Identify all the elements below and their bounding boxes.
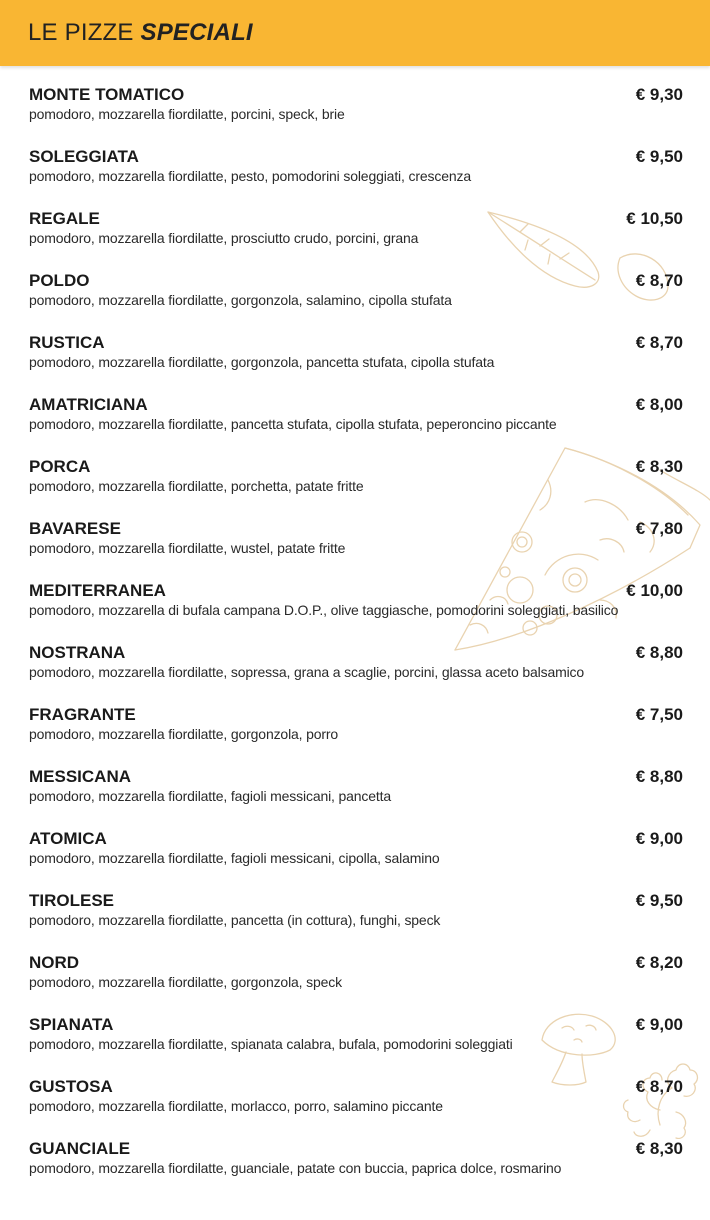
menu-item-price: € 9,50 (635, 147, 683, 166)
menu-item-price: € 9,30 (635, 85, 683, 104)
menu-item (29, 394, 683, 456)
menu-item-price: € 9,00 (635, 829, 683, 848)
menu-item-price: € 8,70 (635, 333, 683, 352)
menu-item (29, 332, 683, 394)
menu-item-description: pomodoro, mozzarella di bufala campana D.O.P., olive taggiasche, pomodorini soleggiati, basilico (29, 602, 619, 618)
menu-item-price: € 8,70 (635, 1077, 683, 1096)
menu-item-description: pomodoro, mozzarella fiordilatte, pesto, pomodorini soleggiati, crescenza (29, 168, 471, 184)
page-title (28, 17, 253, 49)
menu-item-description: pomodoro, mozzarella fiordilatte, gorgonzola, salamino, cipolla stufata (29, 292, 452, 308)
menu-item-price: € 8,80 (635, 643, 683, 662)
menu-item (29, 642, 683, 704)
menu-item-price: € 8,30 (635, 457, 683, 476)
menu-item-description: pomodoro, mozzarella fiordilatte, morlacco, porro, salamino piccante (29, 1098, 443, 1114)
menu-item-name: MESSICANA (29, 767, 132, 786)
menu-item-description: pomodoro, mozzarella fiordilatte, sopressa, grana a scaglie, porcini, glassa aceto balsamico (29, 664, 585, 680)
menu-item (29, 580, 683, 642)
menu-item (29, 704, 683, 766)
menu-item-description: pomodoro, mozzarella fiordilatte, pancetta stufata, cipolla stufata, peperoncino piccante (29, 416, 557, 432)
menu-item-name: MEDITERRANEA (29, 581, 166, 600)
menu-item-description: pomodoro, mozzarella fiordilatte, porcini, speck, brie (29, 106, 345, 122)
menu-item-price: € 7,50 (635, 705, 683, 724)
menu-item (29, 828, 683, 890)
menu-item-description: pomodoro, mozzarella fiordilatte, fagioli messicani, pancetta (29, 788, 392, 804)
menu-item-price: € 9,00 (635, 1015, 683, 1034)
menu-item-price: € 8,30 (635, 1139, 683, 1158)
menu-item (29, 518, 683, 580)
menu-item-price: € 10,50 (626, 209, 683, 228)
menu-item-name: SOLEGGIATA (29, 147, 139, 166)
menu-item-price: € 9,50 (635, 891, 683, 910)
page-title-emphasis: SPECIALI (140, 19, 253, 46)
pizza-menu-list (29, 84, 683, 1200)
menu-item-name: TIROLESE (29, 891, 115, 910)
menu-item (29, 1014, 683, 1076)
menu-item-name: BAVARESE (29, 519, 121, 538)
header-bar (0, 0, 710, 66)
menu-item-description: pomodoro, mozzarella fiordilatte, pancetta (in cottura), funghi, speck (29, 912, 441, 928)
menu-item-description: pomodoro, mozzarella fiordilatte, gorgonzola, porro (29, 726, 339, 742)
menu-item-name: ATOMICA (29, 829, 107, 848)
menu-item-description: pomodoro, mozzarella fiordilatte, gorgonzola, speck (29, 974, 342, 990)
menu-item-name: NORD (29, 953, 80, 972)
menu-item (29, 1076, 683, 1138)
menu-item-price: € 8,00 (635, 395, 683, 414)
menu-item-description: pomodoro, mozzarella fiordilatte, fagioli messicani, cipolla, salamino (29, 850, 440, 866)
menu-item-price: € 8,20 (635, 953, 683, 972)
menu-item-description: pomodoro, mozzarella fiordilatte, gorgonzola, pancetta stufata, cipolla stufata (29, 354, 495, 370)
menu-item-description: pomodoro, mozzarella fiordilatte, porchetta, patate fritte (29, 478, 364, 494)
menu-item-price: € 7,80 (635, 519, 683, 538)
menu-item (29, 146, 683, 208)
menu-item-price: € 8,80 (635, 767, 683, 786)
page-title-prefix: LE PIZZE (28, 19, 134, 46)
menu-item (29, 890, 683, 952)
menu-item-name: GUSTOSA (29, 1077, 113, 1096)
menu-item-description: pomodoro, mozzarella fiordilatte, guanciale, patate con buccia, paprica dolce, rosmarino (29, 1160, 562, 1176)
menu-item-name: MONTE TOMATICO (29, 85, 185, 104)
menu-item-name: AMATRICIANA (29, 395, 148, 414)
menu-item-name: NOSTRANA (29, 643, 126, 662)
menu-item (29, 270, 683, 332)
menu-item (29, 952, 683, 1014)
menu-item (29, 1138, 683, 1200)
menu-item-name: GUANCIALE (29, 1139, 131, 1158)
menu-item-name: SPIANATA (29, 1015, 114, 1034)
menu-item-name: FRAGRANTE (29, 705, 136, 724)
menu-item-name: RUSTICA (29, 333, 105, 352)
menu-item-price: € 10,00 (626, 581, 683, 600)
menu-item-price: € 8,70 (635, 271, 683, 290)
menu-item-name: REGALE (29, 209, 100, 228)
menu-item (29, 766, 683, 828)
menu-item-description: pomodoro, mozzarella fiordilatte, prosciutto crudo, porcini, grana (29, 230, 419, 246)
menu-item (29, 84, 683, 146)
menu-item-description: pomodoro, mozzarella fiordilatte, spianata calabra, bufala, pomodorini soleggiati (29, 1036, 513, 1052)
menu-item-name: PORCA (29, 457, 91, 476)
menu-item (29, 456, 683, 518)
menu-item (29, 208, 683, 270)
menu-item-name: POLDO (29, 271, 90, 290)
menu-item-description: pomodoro, mozzarella fiordilatte, wustel, patate fritte (29, 540, 346, 556)
